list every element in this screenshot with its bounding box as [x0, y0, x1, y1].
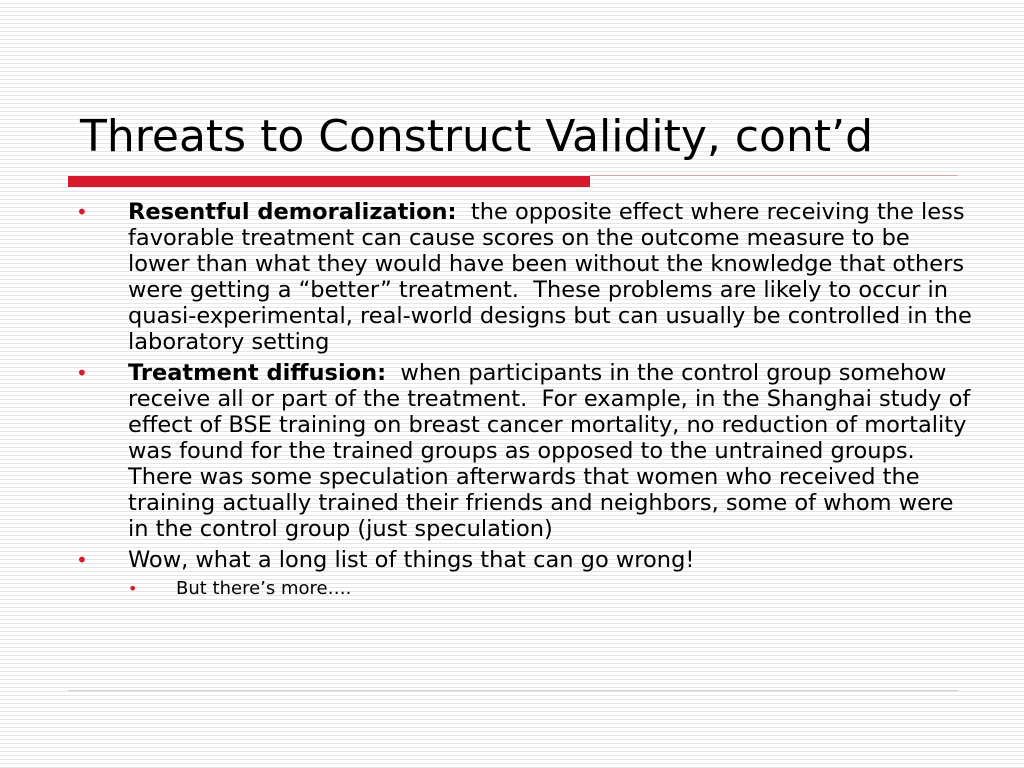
slide-title: Threats to Construct Validity, cont’d	[80, 111, 874, 162]
sub-bullet-item	[76, 578, 976, 600]
bullet-text: the opposite effect where receiving the less favorable treatment can cause scores on the outcome measure to be lower than what they would have been without the knowledge that others were getting a “better” treatment. These problems are likely to occur in quasi-experimental, real-world designs but can usually be controlled in the laboratory setting	[128, 199, 980, 355]
slide-content	[76, 199, 980, 605]
bullet-marker: •	[76, 548, 88, 572]
sub-bullet-marker: •	[128, 579, 138, 598]
footer-divider	[68, 690, 958, 691]
bullet-item	[76, 360, 976, 542]
bullet-marker: •	[76, 200, 88, 224]
bullet-label: Resentful demoralization:	[128, 199, 457, 225]
bullet-text: when participants in the control group somehow receive all or part of the treatment. For example, in the Shanghai study of effect of BSE training on breast cancer mortality, no reduction of mortality was found for the trained groups as opposed to the untrained groups. There was some speculation afterwards that women who received the training actually trained their friends and neighbors, some of whom were in the control group (just speculation)	[128, 360, 978, 542]
bullet-marker: •	[76, 361, 88, 385]
sub-bullet-text: But there’s more….	[176, 578, 352, 599]
bullet-item	[76, 199, 980, 355]
title-underline-red	[68, 176, 590, 187]
bullet-label: Treatment diffusion:	[128, 360, 387, 386]
bullet-text: Wow, what a long list of things that can go wrong!	[128, 547, 695, 573]
bullet-item	[76, 547, 976, 573]
title-underline-thin	[590, 175, 958, 176]
